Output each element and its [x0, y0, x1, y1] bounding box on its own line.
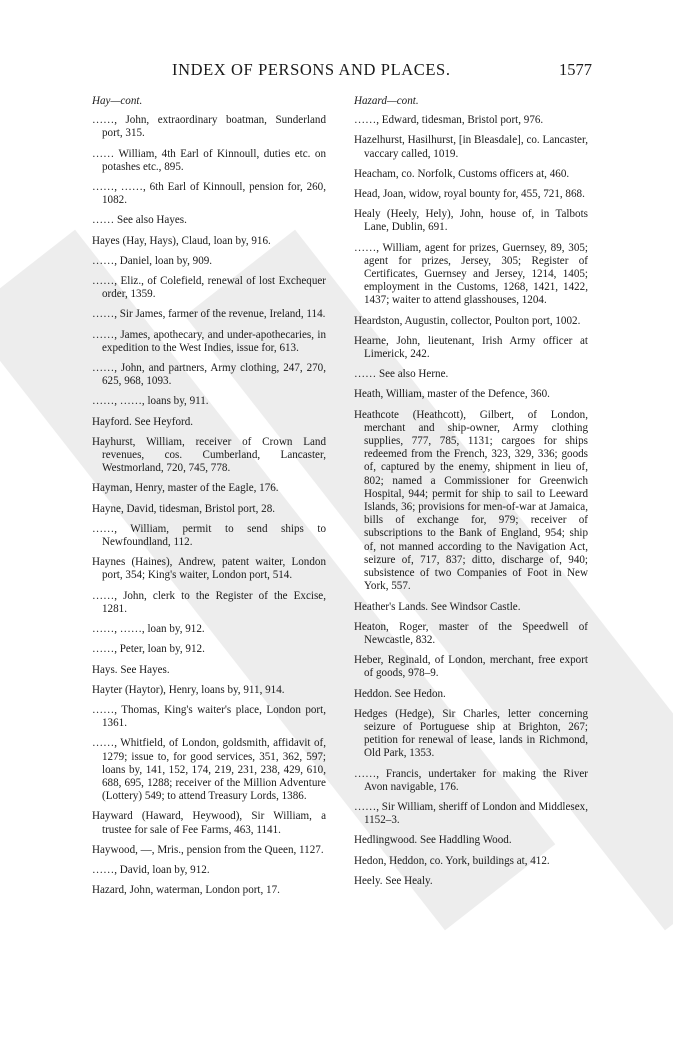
index-entry: ……, Sir William, sheriff of London and Middlesex, 1152–3.: [354, 800, 588, 827]
index-entry: ……, Peter, loan by, 912.: [92, 643, 205, 656]
index-entry: Heacham, co. Norfolk, Customs officers at, 460.: [354, 167, 570, 180]
index-entry: Hedges (Hedge), Sir Charles, letter concerning seizure of Portuguese ship at Brighton, 267; petition for renewal of lease, lands in Richmond, Old Park, 1353.: [354, 707, 588, 760]
index-entry: Hayward (Haward, Heywood), Sir William, a trustee for sale of Fee Farms, 463, 1141.: [92, 810, 326, 836]
index-entry: Haywood, —, Mris., pension from the Queen, 1127.: [92, 843, 324, 856]
index-entry: Hayhurst, William, receiver of Crown Land revenues, cos. Cumberland, Lancaster, Westmorland, 720, 745, 778.: [92, 435, 326, 475]
index-entry: Hayne, David, tidesman, Bristol port, 28.: [92, 502, 276, 515]
index-entry: ……, ……, loans by, 911.: [92, 395, 209, 408]
index-entry: Heely. See Healy.: [354, 874, 433, 887]
index-entry: ……, Daniel, loan by, 909.: [92, 254, 213, 267]
index-entry: ……, James, apothecary, and under-apothecaries, in expedition to the West Indies, issue for, 613.: [92, 328, 326, 354]
index-entry: Heardston, Augustin, collector, Poulton port, 1002.: [354, 314, 581, 327]
index-entry: Hedon, Heddon, co. York, buildings at, 412.: [354, 854, 550, 867]
page-title: INDEX OF PERSONS AND PLACES.: [172, 60, 451, 79]
index-entry: ……, Francis, undertaker for making the River Avon navigable, 176.: [354, 767, 588, 793]
index-entry: Heber, Reginald, of London, merchant, free export of goods, 978–9.: [354, 654, 588, 680]
index-entry: Hazelhurst, Hasilhurst, [in Bleasdale], co. Lancaster, vaccary called, 1019.: [354, 134, 588, 160]
index-entry: …… William, 4th Earl of Kinnoull, duties etc. on potashes etc., 895.: [92, 147, 326, 173]
right-column: [354, 95, 588, 895]
index-entry: Heddon. See Hedon.: [354, 687, 446, 700]
index-entry: …… See also Hayes.: [92, 214, 187, 227]
index-entry: Heathcote (Heathcott), Gilbert, of London, merchant and ship-owner, Army clothing supplies, 777, 785, 1131; cargoes for ships redeemed from the French, 323, 329, 336; goods of, captured by the enemy, shipment in lieu of, 802; named a Commissioner for Greenwich Hospital, 944; permit for ship to sail to Leeward Islands, 36; provisions for men-of-war at Jamaica, bills of exchange for, 979; receiver of subscriptions to the Bank of England, 954; ship of, not manned according to the Navigation Act, seizure of, 717, 837; ditto, discharge of, 940; subsistence of two Companies of Foot in New York, 557.: [354, 408, 588, 593]
index-entry: ……, John, extraordinary boatman, Sunderland port, 315.: [92, 114, 326, 140]
index-entry: Hays. See Hayes.: [92, 663, 170, 676]
index-entry: ……, William, permit to send ships to Newfoundland, 112.: [92, 522, 326, 549]
index-entry: ……, ……, loan by, 912.: [92, 623, 205, 636]
index-entry: ……, William, agent for prizes, Guernsey, 89, 305; agent for prizes, Jersey, 305; Register of Certificates, Guernsey and Jersey, 1214, 1405; employment in the Customs, 1268, 1421, 1422, 1437; waiter to attend glasshouses, 1204.: [354, 241, 588, 307]
index-entry: Hedlingwood. See Haddling Wood.: [354, 834, 512, 847]
left-column: [92, 95, 326, 904]
continuation-heading: Hazard—cont.: [354, 95, 419, 107]
index-entry: Heath, William, master of the Defence, 360.: [354, 388, 550, 401]
index-entry: Heather's Lands. See Windsor Castle.: [354, 600, 521, 613]
index-entry: ……, Thomas, King's waiter's place, London port, 1361.: [92, 703, 326, 730]
index-entry: Haynes (Haines), Andrew, patent waiter, London port, 354; King's waiter, London port, 514.: [92, 556, 326, 582]
index-entry: Hazard, John, waterman, London port, 17.: [92, 884, 280, 897]
index-entry: ……, John, clerk to the Register of the Excise, 1281.: [92, 589, 326, 615]
index-entry: Hayes (Hay, Hays), Claud, loan by, 916.: [92, 234, 271, 247]
index-entry: ……, Whitfield, of London, goldsmith, affidavit of, 1279; issue to, for good services, 351, 362, 597; loans by, 141, 152, 174, 219, 231, 238, 429, 610, 688, 695, 1288; receiver of the Million Adventure (Lottery) 549; to attend Treasury Lords, 1386.: [92, 737, 326, 803]
index-entry: Hearne, John, lieutenant, Irish Army officer at Limerick, 242.: [354, 334, 588, 361]
page-number: 1577: [559, 60, 592, 79]
index-entry: Hayford. See Heyford.: [92, 415, 194, 428]
index-entry: Head, Joan, widow, royal bounty for, 455, 721, 868.: [354, 188, 585, 201]
index-entry: Hayter (Haytor), Henry, loans by, 911, 914.: [92, 683, 285, 696]
index-entry: Heaton, Roger, master of the Speedwell of Newcastle, 832.: [354, 620, 588, 646]
index-entry: …… See also Herne.: [354, 368, 449, 381]
continuation-heading: Hay—cont.: [92, 95, 143, 107]
index-entry: ……, David, loan by, 912.: [92, 863, 210, 876]
index-entry: ……, Eliz., of Colefield, renewal of lost Exchequer order, 1359.: [92, 275, 326, 301]
index-entry: ……, Sir James, farmer of the revenue, Ireland, 114.: [92, 308, 326, 321]
index-entry: ……, Edward, tidesman, Bristol port, 976.: [354, 114, 544, 127]
index-entry: ……, John, and partners, Army clothing, 247, 270, 625, 968, 1093.: [92, 362, 326, 388]
page-header: [92, 60, 592, 82]
index-entry: Hayman, Henry, master of the Eagle, 176.: [92, 482, 279, 495]
index-entry: Healy (Heely, Hely), John, house of, in Talbots Lane, Dublin, 691.: [354, 208, 588, 234]
index-entry: ……, ……, 6th Earl of Kinnoull, pension for, 260, 1082.: [92, 181, 326, 207]
